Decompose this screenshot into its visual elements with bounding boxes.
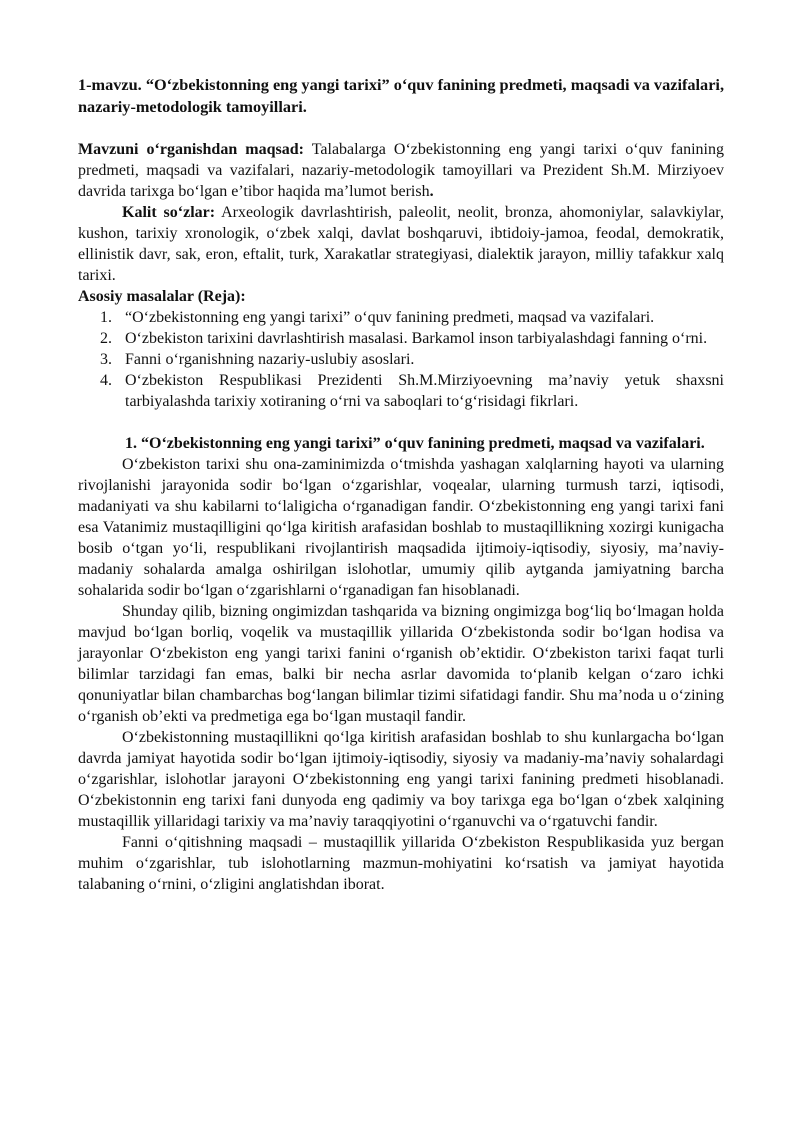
plan-list bbox=[78, 307, 724, 412]
spacer bbox=[78, 118, 724, 139]
plan-item-number: 1. bbox=[100, 309, 112, 326]
plan-item-text: O‘zbekiston Respublikasi Prezidenti Sh.M.Mirziyoevning ma’naviy yetuk shaxsni tarbiyalashda tarixiy xotiraning o‘rni va saboqlari to‘g‘risidagi fikrlari. bbox=[125, 372, 724, 410]
plan-item-number: 4. bbox=[100, 372, 112, 389]
plan-item bbox=[78, 370, 724, 412]
body-paragraph: Fanni o‘qitishning maqsadi – mustaqillik yillarida O‘zbekiston Respublikasida yuz bergan muhim o‘zgarishlar, tub islohotlarning mazmun-mohiyatini ko‘rsatish va jamiyat hayotida talabaning o‘rnini, o‘zligini anglatishdan iborat. bbox=[78, 834, 724, 893]
document-page bbox=[78, 74, 724, 895]
plan-item bbox=[78, 349, 724, 370]
plan-heading: Asosiy masalalar (Reja): bbox=[78, 288, 246, 305]
plan-item-text: “O‘zbekistonning eng yangi tarixi” o‘quv fanining predmeti, maqsad va vazifalari. bbox=[125, 309, 655, 326]
plan-item-number: 2. bbox=[100, 330, 112, 347]
plan-item bbox=[78, 307, 724, 328]
plan-item-number: 3. bbox=[100, 351, 112, 368]
keywords-label: Kalit so‘zlar: bbox=[122, 204, 216, 221]
goal-paragraph bbox=[78, 139, 724, 202]
goal-text: Talabalarga O‘zbekistonning eng yangi tarixi o‘quv fanining predmeti, maqsadi va vazifalari, nazariy-metodologik tamoyillari va Prezident Sh.M. Mirziyoev davrida tarixga bo‘lgan e’tibor haqida ma’lumot berish bbox=[78, 141, 724, 200]
keywords-paragraph bbox=[78, 202, 724, 286]
body-paragraph: O‘zbekiston tarixi shu ona-zaminimizda o‘tmishda yashagan xalqlarning hayoti va ularning rivojlanishi jarayonida sodir bo‘lgan o‘zgarishlar, voqealar, ularning turmush tarzi, iqtisodi, madaniyati va shu kabilarni to‘laligicha o‘rganadigan fandir. O‘zbekistonning eng yangi tarixi fani esa Vatanimiz mustaqilligini qo‘lga kiritish arafasidan boshlab to mustaqillikning xozirgi kunigacha bosib o‘tgan yo‘li, respublikani rivojlantirish maqsadida ijtimoiy-iqtisodiy, siyosiy, ma’naviy-madaniy sohalarda amalga oshirilgan islohotlar, umumiy qilib aytganda jamiyatning barcha sohalarida sodir bo‘lgan o‘zgarishlarni o‘rganadigan fan hisoblanadi. bbox=[78, 456, 724, 599]
plan-item-text: Fanni o‘rganishning nazariy-uslubiy asoslari. bbox=[125, 351, 415, 368]
goal-label: Mavzuni o‘rganishdan maqsad: bbox=[78, 141, 304, 158]
section-heading: 1. “O‘zbekistonning eng yangi tarixi” o‘quv fanining predmeti, maqsad va vazifalari. bbox=[125, 435, 705, 452]
plan-item bbox=[78, 328, 724, 349]
plan-item-text: O‘zbekiston tarixini davrlashtirish masalasi. Barkamol inson tarbiyalashdagi fanning o‘rni. bbox=[125, 330, 708, 347]
lecture-title: 1-mavzu. “O‘zbekistonning eng yangi tarixi” o‘quv fanining predmeti, maqsadi va vazifalari, nazariy-metodologik tamoyillari. bbox=[78, 75, 725, 116]
body-paragraph: O‘zbekistonning mustaqillikni qo‘lga kiritish arafasidan boshlab to shu kunlargacha bo‘lgan davrda jamiyat hayotida sodir bo‘lgan ijtimoiy-iqtisodiy, siyosiy va madaniy-ma’naviy sohalardagi o‘zgarishlar, islohotlar jarayoni O‘zbekistonning eng yangi tarixi fanining predmeti hisoblanadi. O‘zbekistonnin eng tarixi fani dunyoda eng qadimiy va boy tarixga ega bo‘lgan o‘zbek xalqining mustaqillik yillaridagi tarixiy va ma’naviy taraqqiyotini o‘rganuvchi va o‘rgatuvchi fandir. bbox=[78, 729, 724, 830]
goal-end: . bbox=[429, 183, 434, 200]
body-paragraph: Shunday qilib, bizning ongimizdan tashqarida va bizning ongimizga bog‘liq bo‘lmagan holda mavjud bo‘lgan borliq, voqelik va mustaqillik yillarida O‘zbekistonda sodir bo‘lgan hodisa va jarayonlar O‘zbekiston eng yangi tarixi fanini o‘rganish ob’ektidir. O‘zbekiston tarixi faqat turli bilimlar tarzidagi fan emas, balki bir necha asrlar davomida to‘planib kelgan o‘zaro ichki qonuniyatlar bilan chambarchas bog‘langan bilimlar tizimi sifatidagi fandir. Shu ma’noda u o‘zining o‘rganish ob’ekti va predmetiga ega bo‘lgan mustaqil fandir. bbox=[78, 603, 724, 725]
keywords-text: Arxeologik davrlashtirish, paleolit, neolit, bronza, ahomoniylar, salavkiylar, kushon, tarixiy xronologik, o‘zbek xalqi, davlat boshqaruvi, ibtidoiy-jamoa, feodal, demokratik, ellinistik davr, sak, eron, eftalit, turk, Xarakatlar strategiyasi, dialektik jarayon, milliy tafakkur xalq tarixi. bbox=[78, 204, 724, 284]
